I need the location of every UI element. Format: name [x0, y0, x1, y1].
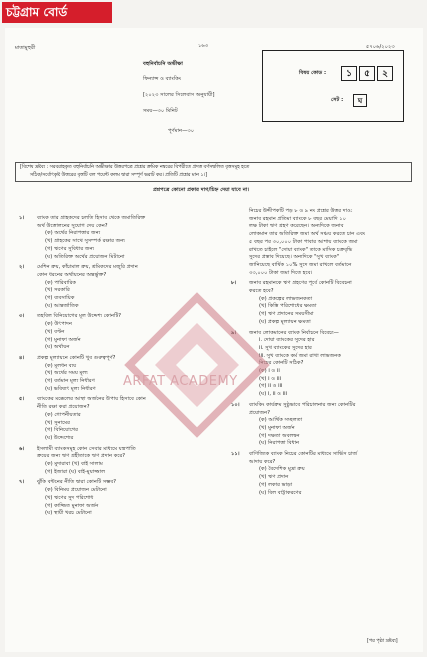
- answer-option: (গ) বর্তমান মূল্য নির্ধারণ: [45, 378, 95, 384]
- question-text: আদায় করে?: [249, 458, 276, 465]
- answer-option: (গ) ইজারা (ঘ) বাই-মুয়াজ্জাল: [45, 468, 106, 475]
- answer-option: (ঘ) নিরাপত্তা বিধান: [259, 440, 300, 447]
- answer-option: (ঘ) ভবিষ্যৎ মূল্য নির্ধারণ: [45, 385, 96, 392]
- question-text: প্রয়োজন?: [249, 409, 271, 416]
- code-digit: ১: [341, 66, 357, 81]
- answer-option: (গ) কাজ্জিত মুনাফা অর্জন: [45, 502, 99, 509]
- answer-option: (গ) ii ও iii: [259, 383, 283, 390]
- question-number: ৫।: [19, 396, 25, 403]
- stimulus-text: ৩৩,০০০ টাকা জমা দিতে হবে।: [249, 269, 313, 276]
- answer-option: (গ) ঋণ প্রদানের সময়সীমা: [259, 311, 314, 318]
- answer-option: নিচের কোনটি সঠিক?: [259, 360, 304, 367]
- answer-option: ii. সুখ ব্যাংকের সুদের হার: [259, 344, 312, 351]
- answer-option: iii. সুখ ব্যাংকে কর্ম জমা রাখা লাভজনক: [259, 352, 341, 359]
- header-left-label: মাতামুহুরী: [15, 45, 36, 51]
- code-digit: ২: [377, 66, 393, 81]
- question-text: জনাব রহমানকে ঋণ গ্রহণের পূর্বে কোনটি বিবেচনা: [249, 280, 352, 287]
- marking-note: প্রশ্নপত্রে কোনো প্রকার দাগ/চিহ্ন দেয়া যাবে না।: [153, 187, 250, 193]
- answer-option: (ঘ) অতিরিক্ত অর্থের প্রয়োজন মিটানো: [45, 253, 125, 260]
- answer-option: (গ) ঋণের সুবিধার জন্য: [45, 245, 95, 252]
- question-text: প্রকল্প মূল্যায়নে কোনটি খুব গুরুত্বপূর্ণ?: [37, 354, 116, 361]
- answer-option: (খ) বণ্টন: [45, 328, 65, 335]
- full-marks: পূর্ণমান—৩০: [168, 128, 195, 134]
- answer-option: (ক) পারিবারিক: [45, 279, 77, 286]
- answer-option: (ঘ) প্রকল্প মূল্যায়ন ক্ষমতা: [259, 318, 311, 325]
- answer-option: (ঘ) স্থায়ী খরচ মেটানো: [45, 510, 92, 517]
- answer-option: (ক) মূলধন ব্যয়: [45, 362, 77, 369]
- instruction-line: সঠিক/সর্বোৎকৃষ্ট উত্তরের বৃত্তটি বল পয়েন্ট কলম দ্বারা সম্পূর্ণ ভরাট কর। প্রতিটি প্রশ্নের মান ১।]: [30, 173, 208, 178]
- answer-option: (খ) গ্রাহকের সাথে সুসম্পর্ক রক্ষার জন্য: [45, 238, 125, 245]
- answer-option: (গ) ব্যবসায়িক: [45, 295, 75, 301]
- answer-option: (ঘ) উদ্দেশ্যের: [45, 434, 74, 441]
- answer-option: (ঘ) বিল বাট্টাকরণের: [259, 489, 302, 496]
- question-text: করতে হবে?: [249, 288, 274, 294]
- question-text: ঝুঁকি বন্টনের নীতি দ্বারা কোনটি সম্ভব?: [37, 479, 117, 486]
- answer-option: (ক) আর্থিক সচ্ছলতা: [259, 417, 303, 424]
- question-number: ৯।: [231, 329, 237, 336]
- code-digit: ৫: [359, 66, 375, 81]
- set-label: সেট :: [331, 97, 344, 103]
- answer-option: (খ) কিস্তি পরিশোধের ক্ষমতা: [259, 303, 317, 310]
- stimulus-text: জনাব রহমান প্রতিমা ব্যাংকে ৮ বছর মেয়াদি ১০: [249, 215, 346, 222]
- stimulus-heading: নিচের উদ্দীপকটি পড় ৮ ও ৯ নং প্রশ্নের উত্তর দাও:: [249, 208, 353, 214]
- board-banner: চট্টগ্রাম বোর্ড: [2, 2, 112, 23]
- next-page-note: [পর পৃষ্ঠা দ্রষ্টব্য]: [367, 639, 398, 644]
- exam-type: বহুনির্বাচনি অভীক্ষা: [143, 61, 183, 67]
- question-text: জনাব লোকমানের ব্যাংক নির্বাচনে বিবেচ্য—: [249, 329, 339, 336]
- question-number: ৩।: [19, 313, 25, 320]
- answer-option: (খ) সুনামের: [45, 419, 70, 426]
- answer-option: (গ) দক্ষতা অবলম্বন: [259, 432, 300, 439]
- answer-option: (গ) লকার ভাড়া: [259, 481, 293, 488]
- answer-option: (ক) i ও ii: [259, 368, 280, 374]
- answer-option: (খ) ঋণের সুদ পরিশোধ: [45, 494, 94, 501]
- question-text: ইসলামী ব্যাংকসমূহ কোন সেবার মাধ্যমে যন্ত্রপাতি: [37, 445, 136, 452]
- question-text: ব্যাংকিং কার্যক্রম সুষ্ঠুভাবে পরিচালনার জন্য কোনটির: [249, 401, 356, 408]
- code-line: ৫৭০৬/২০২৩: [366, 44, 395, 50]
- answer-option: (খ) মুনাফা অর্জন: [259, 424, 295, 431]
- stimulus-text: ৫ বছর পর ৩০,০০০ টাকা পাবার আশায় ব্যাংকে জমা: [249, 238, 358, 245]
- answer-option: (ক) বৈদেশিক মুদ্রা ক্রয়: [259, 466, 305, 473]
- page-number: ১৬৩: [198, 43, 209, 49]
- question-text: ব্যাংকের মক্কেলের আস্থা অর্জনের উপায় হিসাবে কোন: [37, 396, 146, 403]
- answer-option: (খ) অর্থের সময় মূল্য: [45, 370, 88, 377]
- question-number: ১১।: [231, 451, 240, 457]
- question-number: ৪।: [19, 354, 25, 361]
- answer-option: (গ) বিনিয়োগের: [45, 427, 79, 434]
- question-text: অর্থ উত্তোলনের সুযোগ দেয় কেন?: [37, 222, 108, 229]
- question-text: নীতি রক্ষা করা প্রয়োজন?: [37, 404, 90, 411]
- answer-option: (ক) মুদারাবা (খ) বাই সালাম: [45, 461, 103, 467]
- question-text: ক্রয়ের জন্য ঋণ গ্রহীতাকে ঋণ প্রদান করে?: [37, 453, 126, 460]
- question-number: ১০।: [231, 401, 240, 408]
- question-text: ব্যাংক তার গ্রাহকদের চলতি হিসাব থেকে জমাতিরিক্ত: [37, 215, 146, 221]
- answer-option: (ক) বিনিময় প্রয়োজন মেটানো: [45, 487, 107, 494]
- subject-name: ফিন্যান্স ও ব্যাংকিং: [143, 76, 182, 82]
- stimulus-text: রাখতে চাইলে "দোয়া ব্যাংক" তাকে মাসিক চক্রবৃদ্ধি: [249, 246, 353, 253]
- syllabus-note: [২০২৩ সালের সিলেবাস অনুযায়ী]: [143, 92, 215, 98]
- question-text: বাণিজ্যিক ব্যাংক নিচের কোনটির মাধ্যমে সার্ভিস চার্জ: [249, 451, 358, 457]
- stimulus-text: জানিয়েছে বার্ষিক ১০% সুদে জমা রাখলে বর্তমানে: [249, 261, 352, 268]
- question-text: তহবিল বিনিয়োগের মূল উদ্দেশ্য কোনটি?: [37, 313, 122, 320]
- set-value: ঘ: [353, 94, 367, 107]
- answer-option: (খ) সরকারি: [45, 287, 70, 294]
- question-text: কোন ধরনের অর্থায়নের অন্তর্ভুক্ত?: [37, 271, 107, 278]
- instruction-line: [বিশেষ দ্রষ্টব্য : সরবরাহকৃত বহুনির্বাচনি অভীক্ষার উত্তরপত্রে প্রশ্নের ক্রমিক নম্বরের বিপরীতে প্রদত্ত বর্ণসম্বলিত বৃত্তসমূহ হতে: [20, 165, 250, 170]
- answer-option: (ঘ) i, ii ও iii: [259, 391, 287, 398]
- stimulus-text: সুদের প্রস্তাব দিয়েছে। অন্যদিকে "সুখ ব্যাংক": [249, 254, 340, 261]
- answer-option: (ক) অর্থের নিরাপত্তার জন্য: [45, 230, 101, 237]
- question-text: মেশিন ক্রয়, কাঁচামাল ক্রয়, শ্রমিকদের মজুরি প্রদান: [37, 264, 138, 271]
- answer-option: (ঘ) আন্তর্জাতিক: [45, 302, 79, 309]
- stimulus-text: লোকমান তার অতিরিক্ত জমা অর্থ সঞ্চয় করতে চান এবং: [249, 231, 366, 238]
- answer-option: (ঘ) অর্থায়ন: [45, 344, 70, 351]
- stimulus-text: লক্ষ টাকা ঋণ গ্রহণ করেছেন। অন্যদিকে জনাব: [249, 223, 344, 230]
- question-number: ৭।: [19, 479, 25, 486]
- instruction-box: [15, 162, 412, 182]
- answer-option: (ক) উৎপাদন: [45, 321, 72, 328]
- question-number: ৬।: [19, 445, 25, 452]
- question-number: ২।: [19, 264, 25, 271]
- answer-option: (খ) i ও iii: [259, 375, 281, 382]
- answer-option: i. দোয়া ব্যাংকের সুদের হার: [259, 337, 315, 344]
- subject-code-box: [262, 50, 404, 122]
- academy-logo-watermark: [122, 290, 272, 440]
- answer-option: (খ) ঋণ প্রদান: [259, 474, 289, 481]
- subject-code-label: বিষয় কোড :: [299, 70, 327, 76]
- question-number: ১।: [19, 215, 25, 221]
- watermark-text: ARFAT ACADEMY: [123, 374, 238, 389]
- answer-option: (ক) গোপনীয়তার: [45, 411, 81, 418]
- answer-option: (গ) মুনাফা অর্জন: [45, 336, 81, 343]
- exam-time: সময়—৩০ মিনিট: [143, 108, 178, 114]
- question-number: ৮।: [231, 280, 237, 287]
- answer-option: (ক) প্রকল্পের লাভজনকতা: [259, 295, 313, 302]
